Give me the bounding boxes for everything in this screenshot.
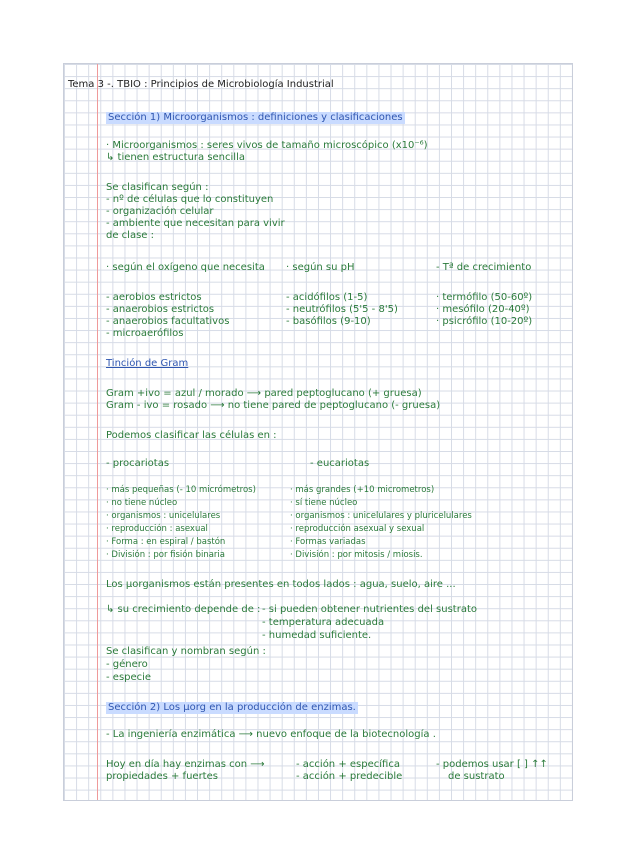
growth-item: - si pueden obtener nutrientes del sustrato bbox=[262, 604, 477, 615]
ph-item: - neutrófilos (5'5 - 8'5) bbox=[286, 304, 398, 315]
gram-negative-line: Gram - ivo = rosado ⟶ no tiene pared de peptoglucano (- gruesa) bbox=[106, 400, 441, 411]
growth-item: - temperatura adecuada bbox=[262, 617, 385, 628]
enzyme-engineering-line: - La ingeniería enzimática ⟶ nuevo enfoque de la biotecnología . bbox=[106, 729, 436, 740]
definition-line-1: · Microorganismos : seres vivos de tamaño microscópico (x10⁻⁶) bbox=[106, 140, 428, 151]
growth-item: - humedad suficiente. bbox=[262, 630, 372, 641]
prokaryote-heading: - procariotas bbox=[106, 458, 170, 469]
ph-item: - acidófilos (1-5) bbox=[286, 292, 368, 303]
eukaryote-item: · División : por mitosis / miosis. bbox=[290, 550, 423, 560]
enzymes-benefit: de sustrato bbox=[448, 771, 505, 782]
enzymes-property: - acción + específica bbox=[296, 759, 400, 770]
temperature-item: · psicrófilo (10-20º) bbox=[436, 316, 533, 327]
eukaryote-item: · reproducción asexual y sexual bbox=[290, 524, 425, 534]
classification-intro: Se clasifican según : bbox=[106, 182, 209, 193]
eukaryote-item: · organismos : unicelulares y pluricelulares bbox=[290, 511, 472, 521]
ph-item: - basófilos (9-10) bbox=[286, 316, 371, 327]
temperature-item: · mesófilo (20-40º) bbox=[436, 304, 530, 315]
section2-heading: Sección 2) Los µorg en la producción de enzimas. bbox=[108, 702, 356, 713]
gram-heading: Tinción de Gram bbox=[106, 358, 189, 369]
eukaryote-heading: - eucariotas bbox=[310, 458, 370, 469]
prokaryote-item: · más pequeñas (- 10 micrómetros) bbox=[106, 485, 256, 495]
oxygen-item: - microaerófilos bbox=[106, 328, 184, 339]
enzymes-line-a: Hoy en día hay enzimas con ⟶ bbox=[106, 759, 265, 770]
classification-item-4: de clase : bbox=[106, 230, 154, 241]
notebook-page bbox=[63, 63, 573, 801]
temperature-column-heading: - Tª de crecimiento bbox=[436, 262, 532, 273]
classification-item-1: - nº de células que lo constituyen bbox=[106, 194, 274, 205]
eukaryote-item: · Formas variadas bbox=[290, 537, 366, 547]
eukaryote-item: · sí tiene núcleo bbox=[290, 498, 358, 508]
oxygen-item: - aerobios estrictos bbox=[106, 292, 202, 303]
classification-item-3: - ambiente que necesitan para vivir bbox=[106, 218, 285, 229]
enzymes-benefit: - podemos usar [ ] ↑↑ bbox=[436, 759, 548, 770]
prokaryote-item: · reproducción : asexual bbox=[106, 524, 208, 534]
section1-heading: Sección 1) Microorganismos : definiciones y clasificaciones bbox=[108, 112, 403, 123]
enzymes-property: - acción + predecible bbox=[296, 771, 403, 782]
prokaryote-item: · no tiene núcleo bbox=[106, 498, 178, 508]
definition-line-2: ↳ tienen estructura sencilla bbox=[106, 152, 245, 163]
page-title: Tema 3 -. TBIO : Principios de Microbiología Industrial bbox=[68, 79, 334, 90]
classification-item-2: - organización celular bbox=[106, 206, 214, 217]
naming-item: - género bbox=[106, 659, 148, 670]
enzymes-line-b: propiedades + fuertes bbox=[106, 771, 218, 782]
temperature-item: · termófilo (50-60º) bbox=[436, 292, 533, 303]
prokaryote-item: · División : por fisión binaria bbox=[106, 550, 225, 560]
naming-item: - especie bbox=[106, 672, 152, 683]
ph-column-heading: · según su pH bbox=[286, 262, 355, 273]
prokaryote-item: · Forma : en espiral / bastón bbox=[106, 537, 226, 547]
oxygen-column-heading: · según el oxígeno que necesita bbox=[106, 262, 265, 273]
oxygen-item: - anaerobios estrictos bbox=[106, 304, 215, 315]
prokaryote-item: · organismos : unicelulares bbox=[106, 511, 221, 521]
naming-intro: Se clasifican y nombran según : bbox=[106, 646, 266, 657]
growth-label: ↳ su crecimiento depende de : bbox=[106, 604, 261, 615]
oxygen-item: - anaerobios facultativos bbox=[106, 316, 230, 327]
environment-line: Los µorganismos están presentes en todos lados : agua, suelo, aire ... bbox=[106, 579, 456, 590]
margin-line bbox=[97, 64, 98, 800]
cells-intro: Podemos clasificar las células en : bbox=[106, 430, 277, 441]
eukaryote-item: · más grandes (+10 micrometros) bbox=[290, 485, 435, 495]
gram-positive-line: Gram +ivo = azul / morado ⟶ pared peptoglucano (+ gruesa) bbox=[106, 388, 422, 399]
